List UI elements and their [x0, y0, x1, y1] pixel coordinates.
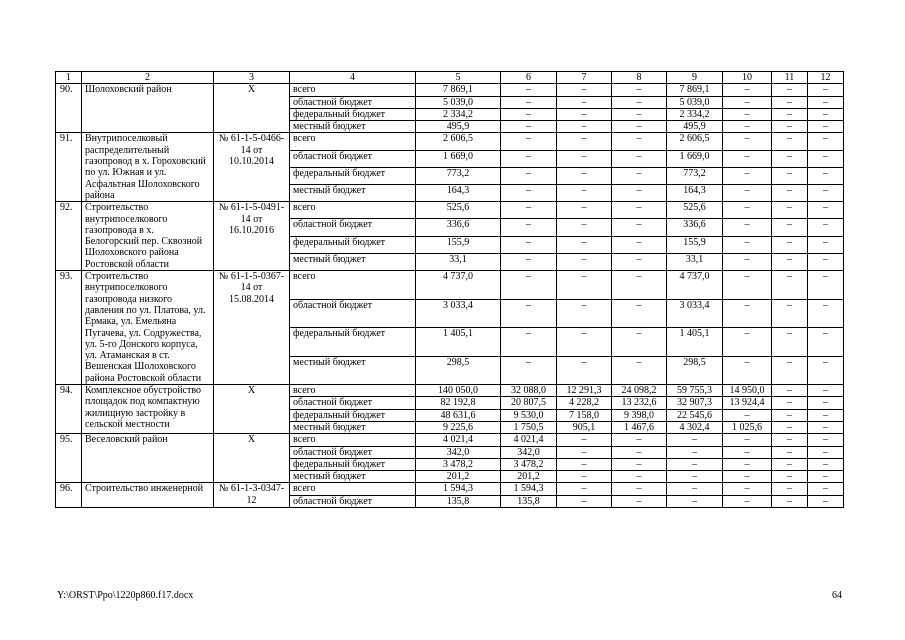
value-cell: –: [501, 133, 557, 150]
value-cell: –: [723, 96, 772, 108]
value-cell: 4 228,2: [557, 397, 612, 409]
value-cell: –: [772, 219, 808, 236]
value-cell: –: [808, 84, 844, 96]
funding-source: всего: [290, 434, 416, 446]
value-cell: –: [501, 356, 557, 385]
value-cell: –: [557, 96, 612, 108]
value-cell: 135,8: [416, 495, 501, 507]
column-header: 9: [667, 72, 723, 84]
approval-code: № 61-1-5-0491-14 от 16.10.2016: [214, 202, 290, 271]
value-cell: –: [772, 150, 808, 167]
value-cell: –: [772, 471, 808, 483]
value-cell: –: [808, 108, 844, 120]
value-cell: 155,9: [416, 236, 501, 253]
column-header: 2: [82, 72, 214, 84]
value-cell: 3 478,2: [501, 458, 557, 470]
value-cell: –: [557, 271, 612, 299]
value-cell: –: [723, 409, 772, 421]
value-cell: 1 025,6: [723, 421, 772, 433]
value-cell: –: [501, 108, 557, 120]
value-cell: 3 033,4: [667, 299, 723, 327]
value-cell: 9 225,6: [416, 421, 501, 433]
value-cell: –: [667, 471, 723, 483]
value-cell: 495,9: [667, 121, 723, 133]
funding-source: всего: [290, 133, 416, 150]
value-cell: 164,3: [416, 185, 501, 202]
value-cell: –: [808, 483, 844, 495]
value-cell: –: [772, 434, 808, 446]
value-cell: –: [808, 385, 844, 397]
funding-source: местный бюджет: [290, 253, 416, 270]
value-cell: –: [501, 150, 557, 167]
value-cell: –: [667, 483, 723, 495]
value-cell: –: [557, 219, 612, 236]
value-cell: 3 033,4: [416, 299, 501, 327]
value-cell: –: [612, 185, 667, 202]
table-row: [56, 385, 844, 397]
footer-file-path: Y:\ORST\Ppo\1220p860.f17.docx: [57, 590, 194, 601]
value-cell: 13 924,4: [723, 397, 772, 409]
funding-source: федеральный бюджет: [290, 328, 416, 356]
value-cell: 164,3: [667, 185, 723, 202]
value-cell: 1 405,1: [416, 328, 501, 356]
column-header: 7: [557, 72, 612, 84]
value-cell: 4 737,0: [416, 271, 501, 299]
value-cell: –: [772, 185, 808, 202]
value-cell: –: [501, 328, 557, 356]
value-cell: –: [667, 446, 723, 458]
value-cell: –: [612, 96, 667, 108]
value-cell: –: [772, 253, 808, 270]
value-cell: –: [772, 84, 808, 96]
table-row: [56, 271, 844, 299]
value-cell: 9 398,0: [612, 409, 667, 421]
value-cell: –: [557, 185, 612, 202]
object-name: Строительство внутрипоселкового газопровода в х. Белогорский пер. Сквозной Шолоховского района Ростовской области: [82, 202, 214, 271]
value-cell: –: [557, 495, 612, 507]
value-cell: –: [723, 121, 772, 133]
value-cell: 1 467,6: [612, 421, 667, 433]
value-cell: –: [612, 483, 667, 495]
funding-source: всего: [290, 483, 416, 495]
value-cell: –: [612, 219, 667, 236]
value-cell: 2 606,5: [416, 133, 501, 150]
value-cell: –: [501, 96, 557, 108]
value-cell: 1 594,3: [501, 483, 557, 495]
object-name: Внутрипоселковый распределительный газопровод в х. Гороховский по ул. Южная и ул. Асфальтная Шолоховского района: [82, 133, 214, 202]
value-cell: 773,2: [416, 167, 501, 184]
row-number: 90.: [56, 84, 82, 133]
value-cell: –: [808, 236, 844, 253]
value-cell: 48 631,6: [416, 409, 501, 421]
value-cell: –: [808, 421, 844, 433]
value-cell: –: [612, 495, 667, 507]
value-cell: –: [501, 236, 557, 253]
funding-source: всего: [290, 84, 416, 96]
value-cell: 336,6: [416, 219, 501, 236]
value-cell: 2 334,2: [416, 108, 501, 120]
value-cell: –: [772, 483, 808, 495]
value-cell: 1 669,0: [416, 150, 501, 167]
value-cell: –: [772, 495, 808, 507]
value-cell: 135,8: [501, 495, 557, 507]
funding-source: областной бюджет: [290, 446, 416, 458]
value-cell: –: [612, 121, 667, 133]
value-cell: –: [557, 328, 612, 356]
row-number: 96.: [56, 483, 82, 508]
value-cell: 2 606,5: [667, 133, 723, 150]
value-cell: 7 158,0: [557, 409, 612, 421]
value-cell: –: [501, 121, 557, 133]
value-cell: –: [723, 253, 772, 270]
value-cell: –: [557, 84, 612, 96]
value-cell: –: [808, 434, 844, 446]
value-cell: 773,2: [667, 167, 723, 184]
value-cell: –: [557, 458, 612, 470]
value-cell: –: [723, 167, 772, 184]
value-cell: –: [808, 495, 844, 507]
value-cell: 13 232,6: [612, 397, 667, 409]
funding-source: областной бюджет: [290, 219, 416, 236]
value-cell: –: [557, 471, 612, 483]
value-cell: –: [723, 219, 772, 236]
value-cell: –: [808, 471, 844, 483]
value-cell: –: [667, 495, 723, 507]
approval-code: Х: [214, 434, 290, 483]
approval-code: Х: [214, 84, 290, 133]
value-cell: –: [612, 133, 667, 150]
value-cell: 4 737,0: [667, 271, 723, 299]
funding-source: федеральный бюджет: [290, 108, 416, 120]
value-cell: –: [612, 84, 667, 96]
value-cell: –: [772, 133, 808, 150]
value-cell: –: [723, 133, 772, 150]
value-cell: 525,6: [667, 202, 723, 219]
approval-code: Х: [214, 385, 290, 434]
column-header: 1: [56, 72, 82, 84]
value-cell: –: [723, 271, 772, 299]
value-cell: 201,2: [416, 471, 501, 483]
value-cell: –: [557, 133, 612, 150]
value-cell: –: [723, 108, 772, 120]
table-body: [56, 72, 844, 508]
value-cell: –: [723, 299, 772, 327]
value-cell: 1 750,5: [501, 421, 557, 433]
value-cell: –: [808, 133, 844, 150]
header-row: [56, 72, 844, 84]
value-cell: 82 192,8: [416, 397, 501, 409]
value-cell: 33,1: [667, 253, 723, 270]
value-cell: 2 334,2: [667, 108, 723, 120]
value-cell: –: [772, 409, 808, 421]
value-cell: –: [557, 167, 612, 184]
funding-source: всего: [290, 202, 416, 219]
funding-source: местный бюджет: [290, 356, 416, 385]
value-cell: 24 098,2: [612, 385, 667, 397]
approval-code: № 61-1-5-0367-14 от 15.08.2014: [214, 271, 290, 385]
value-cell: –: [557, 434, 612, 446]
value-cell: –: [808, 446, 844, 458]
row-number: 93.: [56, 271, 82, 385]
approval-code: № 61-1-3-0347-12: [214, 483, 290, 508]
object-name: Строительство инженерной: [82, 483, 214, 508]
value-cell: –: [557, 121, 612, 133]
value-cell: 4 021,4: [416, 434, 501, 446]
column-header: 4: [290, 72, 416, 84]
object-name: Шолоховский район: [82, 84, 214, 133]
value-cell: –: [612, 108, 667, 120]
page-number: 64: [832, 590, 842, 601]
value-cell: –: [772, 356, 808, 385]
value-cell: –: [772, 385, 808, 397]
value-cell: –: [808, 397, 844, 409]
value-cell: –: [808, 356, 844, 385]
value-cell: –: [557, 483, 612, 495]
value-cell: 1 669,0: [667, 150, 723, 167]
value-cell: –: [808, 271, 844, 299]
value-cell: –: [772, 202, 808, 219]
value-cell: –: [501, 219, 557, 236]
table-row: [56, 483, 844, 495]
value-cell: –: [723, 458, 772, 470]
value-cell: –: [772, 271, 808, 299]
value-cell: –: [557, 299, 612, 327]
value-cell: 155,9: [667, 236, 723, 253]
row-number: 92.: [56, 202, 82, 271]
value-cell: –: [808, 219, 844, 236]
value-cell: 1 594,3: [416, 483, 501, 495]
value-cell: 342,0: [501, 446, 557, 458]
funding-source: областной бюджет: [290, 397, 416, 409]
value-cell: –: [808, 185, 844, 202]
value-cell: –: [723, 202, 772, 219]
value-cell: –: [808, 96, 844, 108]
value-cell: 140 050,0: [416, 385, 501, 397]
value-cell: 14 950,0: [723, 385, 772, 397]
value-cell: –: [612, 299, 667, 327]
value-cell: –: [808, 202, 844, 219]
value-cell: –: [667, 434, 723, 446]
value-cell: –: [723, 446, 772, 458]
value-cell: 298,5: [416, 356, 501, 385]
value-cell: –: [557, 446, 612, 458]
column-header: 8: [612, 72, 667, 84]
value-cell: –: [772, 421, 808, 433]
funding-source: областной бюджет: [290, 150, 416, 167]
value-cell: –: [723, 483, 772, 495]
value-cell: –: [612, 167, 667, 184]
value-cell: 22 545,6: [667, 409, 723, 421]
budget-table: [55, 71, 844, 508]
value-cell: –: [612, 328, 667, 356]
value-cell: 905,1: [557, 421, 612, 433]
funding-source: всего: [290, 385, 416, 397]
value-cell: 33,1: [416, 253, 501, 270]
value-cell: 201,2: [501, 471, 557, 483]
value-cell: –: [612, 253, 667, 270]
value-cell: –: [612, 434, 667, 446]
object-name: Веселовский район: [82, 434, 214, 483]
value-cell: –: [557, 108, 612, 120]
value-cell: –: [501, 253, 557, 270]
value-cell: 495,9: [416, 121, 501, 133]
value-cell: –: [723, 471, 772, 483]
value-cell: –: [772, 397, 808, 409]
column-header: 6: [501, 72, 557, 84]
value-cell: 4 021,4: [501, 434, 557, 446]
value-cell: –: [501, 185, 557, 202]
value-cell: –: [557, 356, 612, 385]
value-cell: –: [772, 96, 808, 108]
value-cell: –: [723, 185, 772, 202]
value-cell: 7 869,1: [416, 84, 501, 96]
value-cell: 525,6: [416, 202, 501, 219]
value-cell: –: [501, 202, 557, 219]
value-cell: –: [557, 253, 612, 270]
value-cell: 12 291,3: [557, 385, 612, 397]
row-number: 95.: [56, 434, 82, 483]
value-cell: –: [612, 202, 667, 219]
value-cell: –: [772, 446, 808, 458]
value-cell: –: [808, 253, 844, 270]
value-cell: –: [501, 167, 557, 184]
funding-source: местный бюджет: [290, 121, 416, 133]
value-cell: 59 755,3: [667, 385, 723, 397]
value-cell: –: [723, 236, 772, 253]
value-cell: –: [772, 167, 808, 184]
value-cell: 20 807,5: [501, 397, 557, 409]
value-cell: –: [772, 328, 808, 356]
value-cell: –: [808, 167, 844, 184]
value-cell: –: [808, 299, 844, 327]
value-cell: –: [612, 271, 667, 299]
value-cell: 4 302,4: [667, 421, 723, 433]
value-cell: –: [772, 108, 808, 120]
funding-source: местный бюджет: [290, 471, 416, 483]
row-number: 91.: [56, 133, 82, 202]
value-cell: –: [612, 446, 667, 458]
column-header: 5: [416, 72, 501, 84]
value-cell: –: [612, 471, 667, 483]
column-header: 12: [808, 72, 844, 84]
value-cell: –: [612, 356, 667, 385]
value-cell: –: [723, 434, 772, 446]
value-cell: –: [501, 271, 557, 299]
value-cell: 32 907,3: [667, 397, 723, 409]
value-cell: 32 088,0: [501, 385, 557, 397]
value-cell: –: [723, 150, 772, 167]
funding-source: местный бюджет: [290, 185, 416, 202]
column-header: 10: [723, 72, 772, 84]
row-number: 94.: [56, 385, 82, 434]
table-row: [56, 133, 844, 150]
table-row: [56, 84, 844, 96]
funding-source: федеральный бюджет: [290, 167, 416, 184]
value-cell: 336,6: [667, 219, 723, 236]
value-cell: –: [723, 356, 772, 385]
value-cell: –: [557, 236, 612, 253]
value-cell: 5 039,0: [667, 96, 723, 108]
object-name: Комплексное обустройство площадок под компактную жилищную застройку в сельской местности: [82, 385, 214, 434]
approval-code: № 61-1-5-0466-14 от 10.10.2014: [214, 133, 290, 202]
funding-source: местный бюджет: [290, 421, 416, 433]
value-cell: 342,0: [416, 446, 501, 458]
value-cell: –: [557, 150, 612, 167]
value-cell: –: [667, 458, 723, 470]
value-cell: –: [808, 409, 844, 421]
value-cell: –: [501, 84, 557, 96]
value-cell: –: [557, 202, 612, 219]
column-header: 11: [772, 72, 808, 84]
value-cell: –: [501, 299, 557, 327]
funding-source: областной бюджет: [290, 299, 416, 327]
table-row: [56, 202, 844, 219]
funding-source: федеральный бюджет: [290, 236, 416, 253]
value-cell: –: [723, 328, 772, 356]
value-cell: 5 039,0: [416, 96, 501, 108]
value-cell: 1 405,1: [667, 328, 723, 356]
funding-source: областной бюджет: [290, 495, 416, 507]
value-cell: 9 530,0: [501, 409, 557, 421]
value-cell: –: [772, 236, 808, 253]
value-cell: –: [612, 150, 667, 167]
table-row: [56, 434, 844, 446]
value-cell: 3 478,2: [416, 458, 501, 470]
value-cell: –: [612, 236, 667, 253]
value-cell: –: [808, 150, 844, 167]
value-cell: –: [723, 495, 772, 507]
funding-source: федеральный бюджет: [290, 458, 416, 470]
value-cell: –: [772, 299, 808, 327]
funding-source: федеральный бюджет: [290, 409, 416, 421]
value-cell: –: [723, 84, 772, 96]
object-name: Строительство внутрипоселкового газопровода низкого давления по ул. Платова, ул. Ермака, ул. Емельяна Пугачева, ул. Содружества, ул. 5-го Донского корпуса, ул. Атаманская в ст. Вешенская Шолоховского района Ростовской области: [82, 271, 214, 385]
value-cell: 298,5: [667, 356, 723, 385]
column-header: 3: [214, 72, 290, 84]
value-cell: 7 869,1: [667, 84, 723, 96]
funding-source: областной бюджет: [290, 96, 416, 108]
value-cell: –: [772, 121, 808, 133]
value-cell: –: [808, 458, 844, 470]
value-cell: –: [808, 328, 844, 356]
value-cell: –: [772, 458, 808, 470]
funding-source: всего: [290, 271, 416, 299]
budget-table-container: [55, 71, 843, 508]
value-cell: –: [808, 121, 844, 133]
value-cell: –: [612, 458, 667, 470]
